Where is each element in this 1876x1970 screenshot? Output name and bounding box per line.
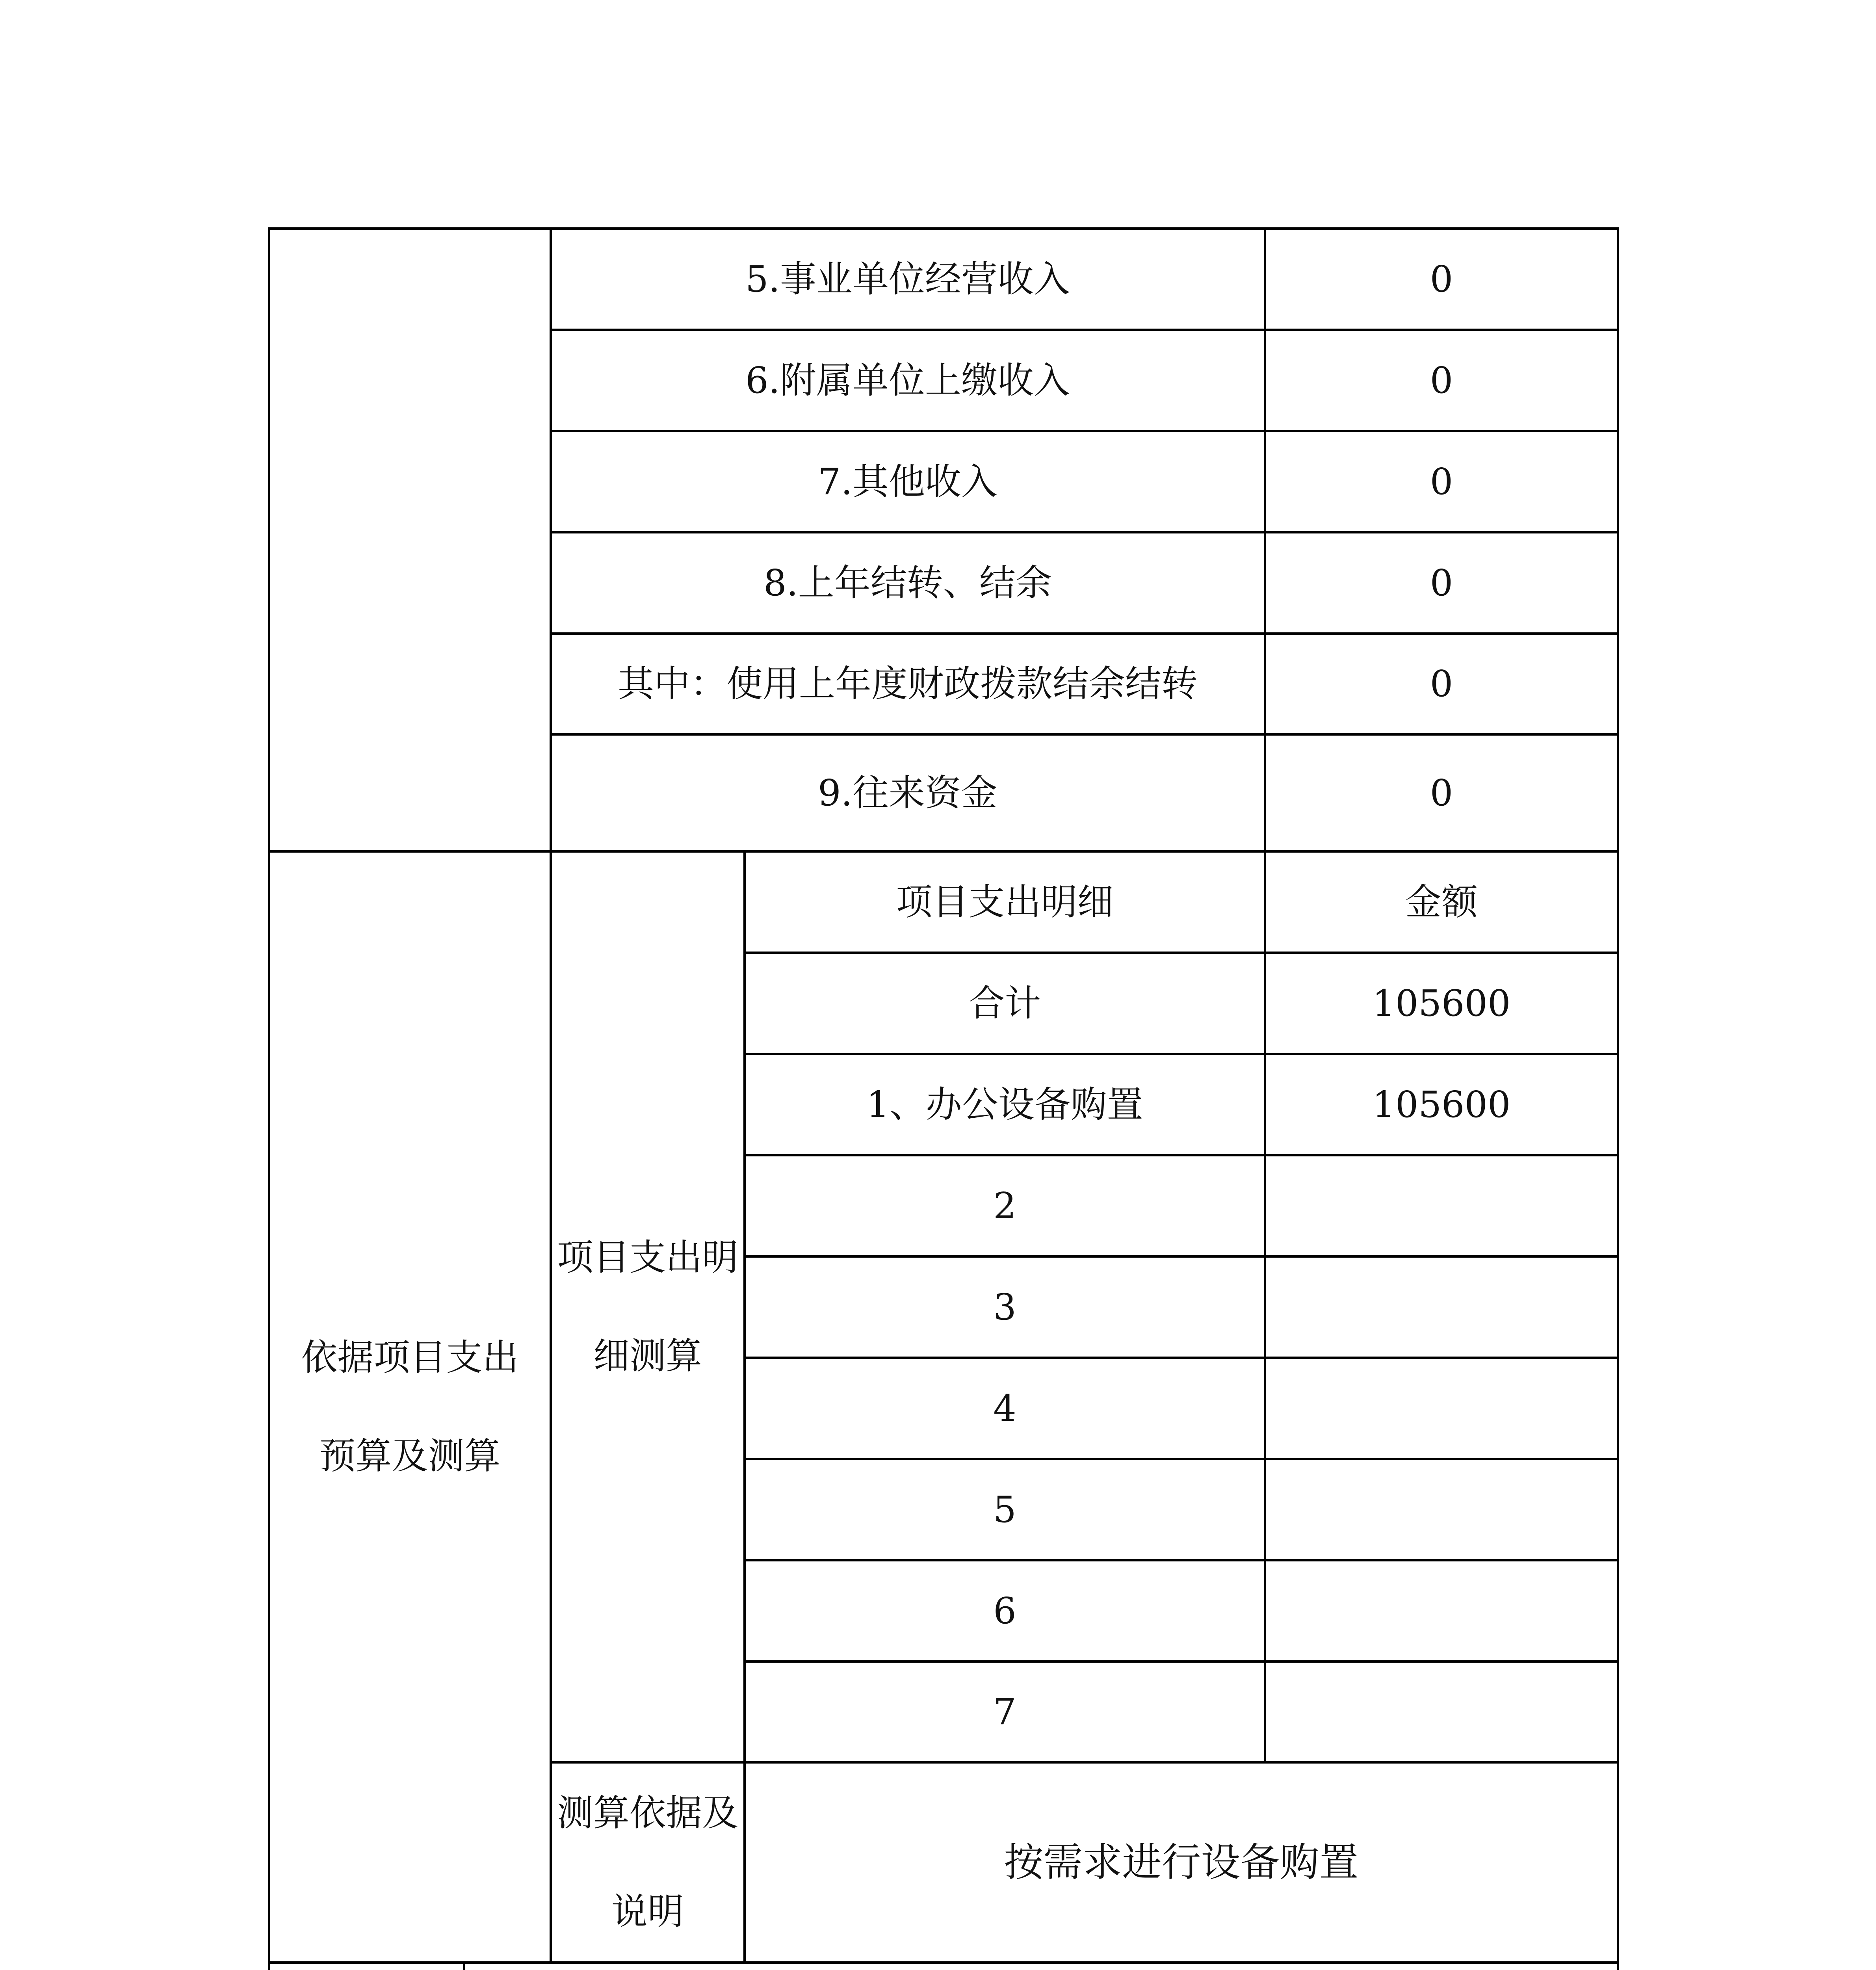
income-value: 0 [1430,359,1453,401]
budget-section-label-line: 预算及测算 [319,1435,501,1477]
detail-item: 合计 [968,982,1041,1024]
detail-calc-label-line: 项目支出明 [557,1236,738,1279]
income-value: 0 [1430,561,1453,604]
detail-item: 5 [993,1488,1016,1531]
goal-label [270,1964,463,1970]
goal-text [465,1964,1617,1970]
detail-item: 1、办公设备购置 [866,1083,1143,1126]
calc-basis-label-line: 说明 [611,1890,684,1933]
income-label: 8.上年结转、结余 [763,561,1052,604]
detail-amount [1266,1460,1617,1559]
calc-basis-text: 按需求进行设备购置 [1004,1839,1359,1885]
detail-calc-label [552,853,743,1761]
income-value: 0 [1430,771,1453,814]
detail-item: 3 [993,1286,1016,1328]
detail-calc-label-line: 细测算 [593,1335,702,1377]
table-border [1617,227,1619,1970]
detail-amount: 105600 [1372,982,1511,1024]
detail-item: 6 [993,1589,1016,1632]
detail-item: 2 [993,1184,1016,1227]
calc-basis-label [552,1764,743,1961]
budget-section-label [270,853,550,1961]
goal-label-line [294,1964,439,1970]
income-label: 其中：使用上年度财政拨款结余结转 [617,663,1198,705]
calc-basis-label-line: 测算依据及 [557,1792,738,1834]
detail-header-amount: 金额 [1405,881,1478,923]
income-label: 5.事业单位经营收入 [745,258,1070,300]
detail-amount: 105600 [1372,1083,1511,1126]
income-value: 0 [1430,258,1453,300]
income-value: 0 [1430,663,1453,705]
detail-item: 4 [993,1387,1016,1429]
income-label: 9.往来资金 [818,771,997,814]
detail-amount [1266,1561,1617,1660]
detail-amount [1266,1258,1617,1357]
budget-section-label-line: 依据项目支出 [301,1336,519,1379]
detail-item: 7 [993,1691,1016,1733]
income-label: 6.附属单位上缴收入 [745,359,1070,401]
income-label: 7.其他收入 [818,460,997,503]
income-value: 0 [1430,460,1453,503]
detail-amount [1266,1663,1617,1761]
detail-amount [1266,1359,1617,1458]
detail-header-item: 项目支出明细 [896,881,1114,923]
detail-amount [1266,1156,1617,1255]
